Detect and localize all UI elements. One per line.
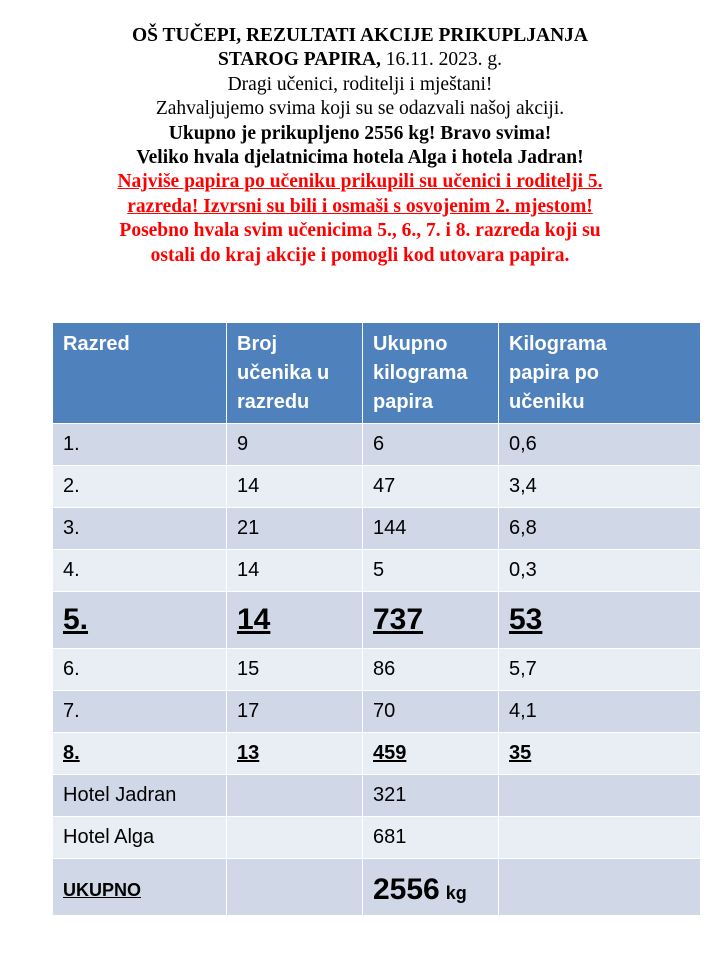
cell-ukupno: 459 xyxy=(363,733,499,775)
cell-po-uceniku: 35 xyxy=(499,733,701,775)
cell-razred: 7. xyxy=(53,691,227,733)
title-bold-part: STAROG PAPIRA, xyxy=(217,49,381,71)
cell-ukupno: 47 xyxy=(363,466,499,508)
cell-po-uceniku: 0,3 xyxy=(499,550,701,592)
cell-razred: 8. xyxy=(53,733,227,775)
table-row xyxy=(53,466,701,508)
header-kg-po-uceniku: Kilograma papira po učeniku xyxy=(499,323,701,424)
table-row-highlight-second xyxy=(53,733,701,775)
cell-razred: 3. xyxy=(53,508,227,550)
cell-broj: 14 xyxy=(227,466,363,508)
table-total-row xyxy=(53,859,701,916)
red-note-line-1: Najviše papira po učeniku prikupili su učenici i roditelji 5. xyxy=(117,171,603,193)
table-row xyxy=(53,550,701,592)
table-header-row xyxy=(53,323,701,424)
cell-po-uceniku: 4,1 xyxy=(499,691,701,733)
cell-po-uceniku xyxy=(499,775,701,817)
table-row xyxy=(53,817,701,859)
cell-broj: 14 xyxy=(227,550,363,592)
results-table xyxy=(52,322,701,916)
cell-broj: 14 xyxy=(227,592,363,649)
cell-razred: 5. xyxy=(53,592,227,649)
cell-broj: 17 xyxy=(227,691,363,733)
cell-ukupno: 86 xyxy=(363,649,499,691)
cell-razred: 2. xyxy=(53,466,227,508)
cell-ukupno: 6 xyxy=(363,424,499,466)
cell-razred: 1. xyxy=(53,424,227,466)
header-broj-ucenika: Broj učenika u razredu xyxy=(227,323,363,424)
table-row xyxy=(53,649,701,691)
cell-ukupno: 681 xyxy=(363,817,499,859)
cell-broj: 9 xyxy=(227,424,363,466)
table-row-highlight-first xyxy=(53,592,701,649)
greeting-line: Dragi učenici, roditelji i mještani! xyxy=(227,73,493,95)
cell-po-uceniku-empty xyxy=(499,859,701,916)
cell-broj: 13 xyxy=(227,733,363,775)
cell-broj xyxy=(227,775,363,817)
total-line: Ukupno je prikupljeno 2556 kg! Bravo svima! xyxy=(168,122,552,144)
total-value: 2556 xyxy=(373,873,440,906)
cell-po-uceniku: 0,6 xyxy=(499,424,701,466)
title-line-2 xyxy=(20,48,700,72)
cell-po-uceniku: 5,7 xyxy=(499,649,701,691)
red-note-line-2: razreda! Izvrsni su bili i osmaši s osvojenim 2. mjestom! xyxy=(127,195,593,217)
announcement-heading xyxy=(20,24,700,268)
red-note-line-3: Posebno hvala svim učenicima 5., 6., 7. i 8. razreda koji su xyxy=(119,220,601,242)
table-row xyxy=(53,691,701,733)
cell-razred: 4. xyxy=(53,550,227,592)
cell-broj xyxy=(227,817,363,859)
total-label: UKUPNO xyxy=(53,859,227,916)
cell-razred: 6. xyxy=(53,649,227,691)
red-note-line-4: ostali do kraj akcije i pomogli kod utovara papira. xyxy=(150,244,570,266)
header-razred: Razred xyxy=(53,323,227,424)
cell-broj: 21 xyxy=(227,508,363,550)
header-ukupno-kg: Ukupno kilograma papira xyxy=(363,323,499,424)
table-row xyxy=(53,775,701,817)
cell-broj: 15 xyxy=(227,649,363,691)
title-line-1: OŠ TUČEPI, REZULTATI AKCIJE PRIKUPLJANJA xyxy=(132,25,588,46)
cell-ukupno: 70 xyxy=(363,691,499,733)
hotels-thanks-line: Veliko hvala djelatnicima hotela Alga i hotela Jadran! xyxy=(136,147,584,169)
cell-po-uceniku: 6,8 xyxy=(499,508,701,550)
cell-ukupno: 5 xyxy=(363,550,499,592)
table-row xyxy=(53,508,701,550)
cell-ukupno: 737 xyxy=(363,592,499,649)
cell-ukupno: 144 xyxy=(363,508,499,550)
total-value-cell xyxy=(363,859,499,916)
thanks-line: Zahvaljujemo svima koji su se odazvali našoj akciji. xyxy=(155,98,565,120)
total-unit: kg xyxy=(445,883,467,903)
cell-broj-empty xyxy=(227,859,363,916)
cell-razred: Hotel Alga xyxy=(53,817,227,859)
cell-po-uceniku: 53 xyxy=(499,592,701,649)
cell-po-uceniku xyxy=(499,817,701,859)
title-date: 16.11. 2023. g. xyxy=(380,49,503,71)
cell-po-uceniku: 3,4 xyxy=(499,466,701,508)
table-row xyxy=(53,424,701,466)
cell-razred: Hotel Jadran xyxy=(53,775,227,817)
cell-ukupno: 321 xyxy=(363,775,499,817)
